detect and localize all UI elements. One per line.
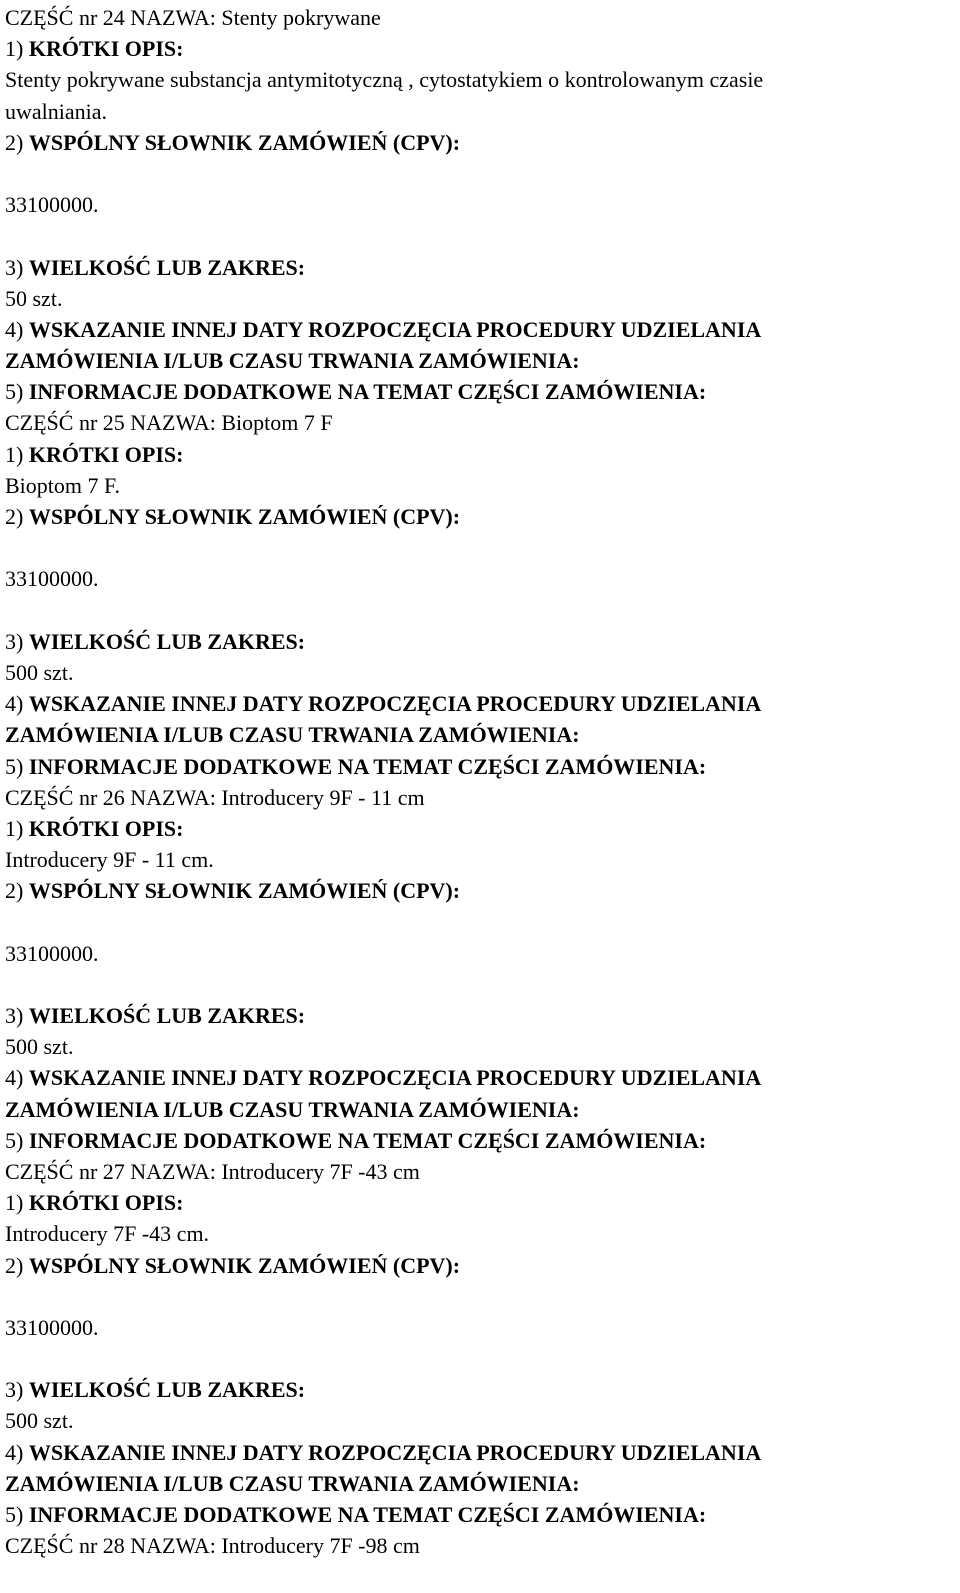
part-prefix: CZĘŚĆ nr 25 NAZWA:: [5, 410, 216, 436]
section-quantity-label: [5, 626, 960, 657]
section-number: 1): [5, 441, 24, 467]
part-heading: [5, 782, 960, 813]
section-short-description-label: [5, 1187, 960, 1218]
section-number: 2): [5, 504, 24, 529]
section-dates-label-continued: ZAMÓWIENIA I/LUB CZASU TRWANIA ZAMÓWIENIA:: [5, 722, 580, 748]
section-number: 4): [5, 1439, 24, 1465]
part-section: [5, 1530, 960, 1561]
section-label: WSPÓLNY SŁOWNIK ZAMÓWIEŃ (CPV):: [28, 878, 461, 904]
section-dates-label-continued: ZAMÓWIENIA I/LUB CZASU TRWANIA ZAMÓWIENIA:: [5, 348, 580, 374]
section-dates-label-continued: ZAMÓWIENIA I/LUB CZASU TRWANIA ZAMÓWIENIA:: [5, 1470, 580, 1496]
section-label: INFORMACJE DODATKOWE NA TEMAT CZĘŚCI ZAMÓWIENIA:: [28, 753, 707, 779]
part-heading: [5, 407, 960, 438]
section-number: 4): [5, 316, 24, 342]
section-label: WSPÓLNY SŁOWNIK ZAMÓWIEŃ (CPV):: [28, 1252, 461, 1278]
section-number: 5): [5, 1127, 24, 1153]
section-additional-info-label: [5, 376, 960, 407]
section-additional-info-label: [5, 751, 960, 782]
part-section: [5, 407, 960, 781]
section-label: WSPÓLNY SŁOWNIK ZAMÓWIEŃ (CPV):: [28, 129, 461, 155]
blank-line: [5, 595, 960, 626]
section-label: WSPÓLNY SŁOWNIK ZAMÓWIEŃ (CPV):: [28, 504, 461, 529]
section-label: KRÓTKI OPIS:: [28, 1190, 184, 1216]
cpv-code: 33100000.: [5, 192, 99, 218]
section-label: KRÓTKI OPIS:: [28, 815, 184, 841]
section-number: 3): [5, 1003, 24, 1028]
blank-line: [5, 220, 960, 251]
blank-line: [5, 1343, 960, 1374]
cpv-code: 33100000.: [5, 566, 99, 592]
section-number: 5): [5, 379, 24, 405]
part-name: Introducery 9F - 11 cm: [221, 784, 425, 810]
part-name: Stenty pokrywane: [221, 5, 381, 30]
section-label: KRÓTKI OPIS:: [28, 36, 184, 62]
section-label: WSKAZANIE INNEJ DATY ROZPOCZĘCIA PROCEDURY UDZIELANIA: [28, 1439, 762, 1465]
section-cpv-label: [5, 875, 960, 906]
part-prefix: CZĘŚĆ nr 27 NAZWA:: [5, 1158, 216, 1184]
part-heading: [5, 2, 960, 33]
section-additional-info-label: [5, 1499, 960, 1530]
section-label: KRÓTKI OPIS:: [28, 441, 184, 467]
section-label: INFORMACJE DODATKOWE NA TEMAT CZĘŚCI ZAMÓWIENIA:: [28, 1127, 707, 1153]
quantity-value: 500 szt.: [5, 1034, 74, 1060]
section-number: 5): [5, 753, 24, 779]
section-cpv-label: [5, 127, 960, 158]
section-quantity-label: [5, 1374, 960, 1405]
section-label: WIELKOŚĆ LUB ZAKRES:: [28, 254, 306, 280]
section-short-description-label: [5, 813, 960, 844]
section-number: 1): [5, 36, 24, 62]
cpv-code: 33100000.: [5, 940, 99, 966]
part-section: [5, 1156, 960, 1530]
part-prefix: CZĘŚĆ nr 26 NAZWA:: [5, 784, 216, 810]
section-number: 2): [5, 1252, 24, 1278]
section-label: WSKAZANIE INNEJ DATY ROZPOCZĘCIA PROCEDURY UDZIELANIA: [28, 316, 762, 342]
section-dates-label: [5, 1437, 960, 1468]
section-dates-label: [5, 314, 960, 345]
section-dates-label-continued: ZAMÓWIENIA I/LUB CZASU TRWANIA ZAMÓWIENIA:: [5, 1096, 580, 1122]
section-quantity-label: [5, 1000, 960, 1031]
section-number: 3): [5, 628, 24, 654]
section-label: WIELKOŚĆ LUB ZAKRES:: [28, 628, 306, 654]
part-section: [5, 782, 960, 1156]
description-text: uwalniania.: [5, 98, 108, 124]
section-number: 4): [5, 1065, 24, 1091]
section-cpv-label: [5, 1250, 960, 1281]
section-additional-info-label: [5, 1125, 960, 1156]
section-number: 1): [5, 1190, 24, 1216]
blank-line: [5, 906, 960, 937]
description-text: Stenty pokrywane substancja antymitotyczną , cytostatykiem o kontrolowanym czasie: [5, 67, 764, 93]
section-label: WSKAZANIE INNEJ DATY ROZPOCZĘCIA PROCEDURY UDZIELANIA: [28, 691, 762, 717]
section-short-description-label: [5, 439, 960, 470]
section-number: 4): [5, 691, 24, 717]
section-number: 3): [5, 254, 24, 280]
blank-line: [5, 1281, 960, 1312]
description-text: Introducery 9F - 11 cm.: [5, 847, 214, 873]
description-text: Introducery 7F -43 cm.: [5, 1221, 210, 1247]
blank-line: [5, 158, 960, 189]
part-name: Bioptom 7 F: [221, 410, 333, 436]
part-heading: [5, 1156, 960, 1187]
section-number: 1): [5, 815, 24, 841]
section-number: 2): [5, 129, 24, 155]
section-label: WSKAZANIE INNEJ DATY ROZPOCZĘCIA PROCEDURY UDZIELANIA: [28, 1065, 762, 1091]
section-number: 5): [5, 1502, 24, 1527]
section-number: 3): [5, 1377, 24, 1403]
section-dates-label: [5, 688, 960, 719]
section-label: INFORMACJE DODATKOWE NA TEMAT CZĘŚCI ZAMÓWIENIA:: [28, 1502, 707, 1527]
part-name: Introducery 7F -43 cm: [221, 1158, 420, 1184]
part-name: Introducery 7F -98 cm: [221, 1533, 420, 1559]
section-label: WIELKOŚĆ LUB ZAKRES:: [28, 1003, 306, 1028]
description-text: Bioptom 7 F.: [5, 472, 120, 498]
section-number: 2): [5, 878, 24, 904]
section-quantity-label: [5, 252, 960, 283]
blank-line: [5, 532, 960, 563]
blank-line: [5, 969, 960, 1000]
quantity-value: 50 szt.: [5, 285, 63, 311]
part-prefix: CZĘŚĆ nr 28 NAZWA:: [5, 1533, 216, 1559]
part-prefix: CZĘŚĆ nr 24 NAZWA:: [5, 5, 216, 30]
section-label: INFORMACJE DODATKOWE NA TEMAT CZĘŚCI ZAMÓWIENIA:: [28, 379, 707, 405]
section-dates-label: [5, 1062, 960, 1093]
cpv-code: 33100000.: [5, 1314, 99, 1340]
section-short-description-label: [5, 33, 960, 64]
quantity-value: 500 szt.: [5, 659, 74, 685]
quantity-value: 500 szt.: [5, 1408, 74, 1434]
part-heading: [5, 1530, 960, 1561]
section-cpv-label: [5, 501, 960, 532]
section-label: WIELKOŚĆ LUB ZAKRES:: [28, 1377, 306, 1403]
part-section: [5, 2, 960, 407]
